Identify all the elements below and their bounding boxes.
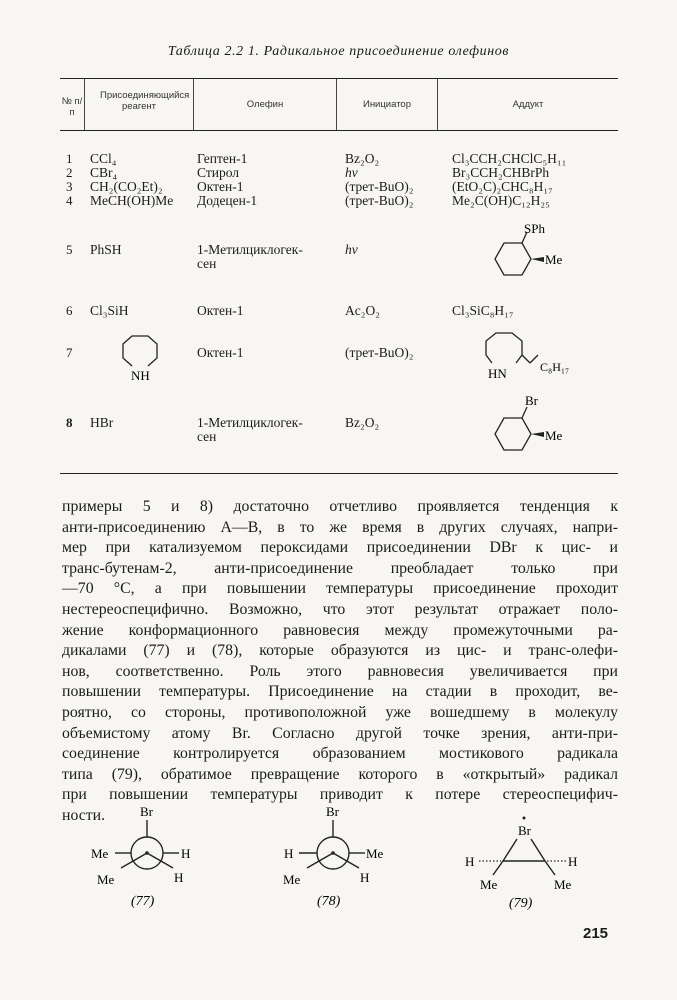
row7-adduct-chain: C₈H₁₇ bbox=[540, 360, 570, 374]
table-cell: Cl₃CCH₂CHClC₅H₁₁ bbox=[452, 151, 567, 166]
header-initiator: Инициатор bbox=[362, 99, 411, 110]
row6-initiator: Ac₂O₂ bbox=[345, 303, 380, 318]
page-number: 215 bbox=[583, 925, 609, 942]
row8-adduct-me: Me bbox=[545, 428, 563, 443]
text-line: анти-присоединению A—B, в то же время в других случаях, напри- bbox=[62, 518, 618, 536]
s78-label: (78) bbox=[317, 894, 341, 909]
s77-bottom-right: H bbox=[174, 870, 184, 885]
text-line: жение конформационного равновесия между промежуточными ра- bbox=[62, 621, 618, 639]
s77-top: Br bbox=[140, 804, 153, 819]
row5-num: 5 bbox=[66, 242, 73, 257]
header-olefin: Олефин bbox=[246, 99, 284, 110]
row7-reagent-structure bbox=[110, 330, 170, 385]
table-cell: (EtO₂C)₂CHC₈H₁₇ bbox=[452, 179, 553, 194]
text-line: соединение контролируется образованием мостикового радикала bbox=[62, 745, 618, 763]
row5-olefin-line1: 1-Метилциклогек- bbox=[197, 242, 303, 257]
text-line: примеры 5 и 8) достаточно отчетливо проявляется тенденция к bbox=[62, 498, 618, 515]
row7-olefin: Октен-1 bbox=[197, 345, 244, 360]
table-cell: Bz₂O₂ bbox=[345, 151, 380, 166]
s79-left: H bbox=[465, 854, 475, 869]
table-cell: 2 bbox=[66, 165, 73, 180]
table-cell: Додецен-1 bbox=[197, 193, 258, 208]
row8-reagent: HBr bbox=[90, 415, 114, 430]
s79-right: H bbox=[568, 854, 578, 869]
text-line: дикалами (77) и (78), которые образуются из цис- и транс-олефи- bbox=[62, 642, 618, 660]
body-paragraph bbox=[62, 497, 618, 827]
table-cell: hν bbox=[345, 165, 358, 180]
table-top-rule bbox=[60, 78, 618, 79]
row5-olefin-line2: сен bbox=[197, 256, 217, 271]
row5-adduct-sph: SPh bbox=[524, 221, 545, 236]
row5-reagent: PhSH bbox=[90, 242, 122, 257]
text-line: нов, соответственно. Роль этого равновесия увеличивается при bbox=[62, 662, 618, 680]
row7-adduct-hn: HN bbox=[488, 366, 507, 381]
text-line: повышении температуры. Присоединение на стадии в проходит, ве- bbox=[62, 683, 618, 701]
row8-adduct-br: Br bbox=[525, 393, 538, 408]
table-cell: MeCH(OH)Me bbox=[90, 193, 174, 208]
rows-1-4-adduct bbox=[452, 152, 566, 208]
row5-adduct-structure bbox=[480, 218, 590, 288]
table-header-rule bbox=[60, 130, 618, 131]
table-cell: (трет-BuO)₂ bbox=[345, 179, 414, 194]
s79-label: (79) bbox=[509, 896, 533, 911]
table-cell: 3 bbox=[66, 179, 73, 194]
rows-1-4-reagent bbox=[90, 152, 173, 208]
table-cell: Br₃CCH₂CHBrPh bbox=[452, 165, 550, 180]
row8-num: 8 bbox=[66, 415, 73, 430]
row8-olefin-line2: сен bbox=[197, 429, 217, 444]
header-num: № п/п bbox=[61, 96, 83, 118]
s77-label: (77) bbox=[131, 894, 155, 909]
text-line: при повышении температуры приводит к потере стереоспецифич- bbox=[62, 786, 618, 804]
row7-num: 7 bbox=[66, 345, 73, 360]
structure-79 bbox=[455, 805, 595, 915]
s79-bottom-left: Me bbox=[480, 877, 498, 892]
header-reagent: Присоединяющийся реагент bbox=[100, 90, 190, 112]
table-cell: Октен-1 bbox=[197, 179, 244, 194]
row8-adduct-structure bbox=[480, 390, 590, 462]
structure-77 bbox=[85, 800, 215, 915]
s77-right: H bbox=[181, 846, 191, 861]
table-cell: Гептен-1 bbox=[197, 151, 248, 166]
rows-1-4-num bbox=[66, 152, 73, 208]
table-cell: Стирол bbox=[197, 165, 240, 180]
row8-initiator: Bz₂O₂ bbox=[345, 415, 380, 430]
row7-adduct-structure bbox=[478, 325, 598, 387]
table-caption: Таблица 2.2 1. Радикальное присоединение олефинов bbox=[167, 44, 510, 59]
s78-left: H bbox=[284, 846, 294, 861]
text-line: —70 °C, а при повышении температуры присоединение проходит bbox=[62, 580, 618, 598]
s77-left: Me bbox=[91, 846, 109, 861]
s79-top: Br bbox=[518, 823, 531, 838]
table-bottom-rule bbox=[60, 473, 618, 474]
s78-right: Me bbox=[366, 846, 384, 861]
text-line: объемистому атому Br. Согласно другой точке зрения, анти-при- bbox=[62, 724, 618, 742]
text-line: транс-бутенам-2, анти-присоединение преобладает только при bbox=[62, 559, 618, 577]
row6-num: 6 bbox=[66, 303, 73, 318]
header-adduct: Аддукт bbox=[512, 99, 544, 110]
s77-bottom-left: Me bbox=[97, 872, 115, 887]
text-line: нестереоспецифично. Возможно, что этот результат отражает поло- bbox=[62, 600, 618, 618]
row8-olefin-line1: 1-Метилциклогек- bbox=[197, 415, 303, 430]
row5-initiator: hν bbox=[345, 242, 358, 257]
rows-1-4-initiator bbox=[345, 152, 413, 208]
table-cell: 1 bbox=[66, 151, 73, 166]
s79-bottom-right: Me bbox=[554, 877, 572, 892]
table-cell: 4 bbox=[66, 193, 73, 208]
s78-bottom-right: H bbox=[360, 870, 370, 885]
table-cell: CBr₄ bbox=[90, 165, 118, 180]
row7-initiator: (трет-BuO)₂ bbox=[345, 345, 414, 360]
row6-reagent: Cl₃SiH bbox=[90, 303, 129, 318]
s78-top: Br bbox=[326, 804, 339, 819]
text-line: ности. bbox=[62, 806, 106, 824]
text-line: типа (79), обратимое превращение которого в «открытый» радикал bbox=[62, 765, 618, 783]
col-divider bbox=[84, 79, 85, 130]
row6-olefin: Октен-1 bbox=[197, 303, 244, 318]
table-cell: (трет-BuO)₂ bbox=[345, 193, 414, 208]
table-cell: Me₂C(OH)C₁₂H₂₅ bbox=[452, 193, 550, 208]
row6-adduct: Cl₃SiC₈H₁₇ bbox=[452, 303, 514, 318]
text-line: мер при катализуемом пероксидами присоединении DBr к цис- и bbox=[62, 539, 618, 557]
structure-78 bbox=[265, 800, 395, 915]
text-line: роятно, со стороны, противоположной уже вошедшему в молекулу bbox=[62, 703, 618, 721]
row7-reagent-nh: NH bbox=[131, 368, 150, 383]
table-cell: CH₂(CO₂Et)₂ bbox=[90, 179, 163, 194]
rows-1-4-olefin bbox=[197, 152, 257, 208]
row5-adduct-me: Me bbox=[545, 252, 563, 267]
table-cell: CCl₄ bbox=[90, 151, 117, 166]
s78-bottom-left: Me bbox=[283, 872, 301, 887]
